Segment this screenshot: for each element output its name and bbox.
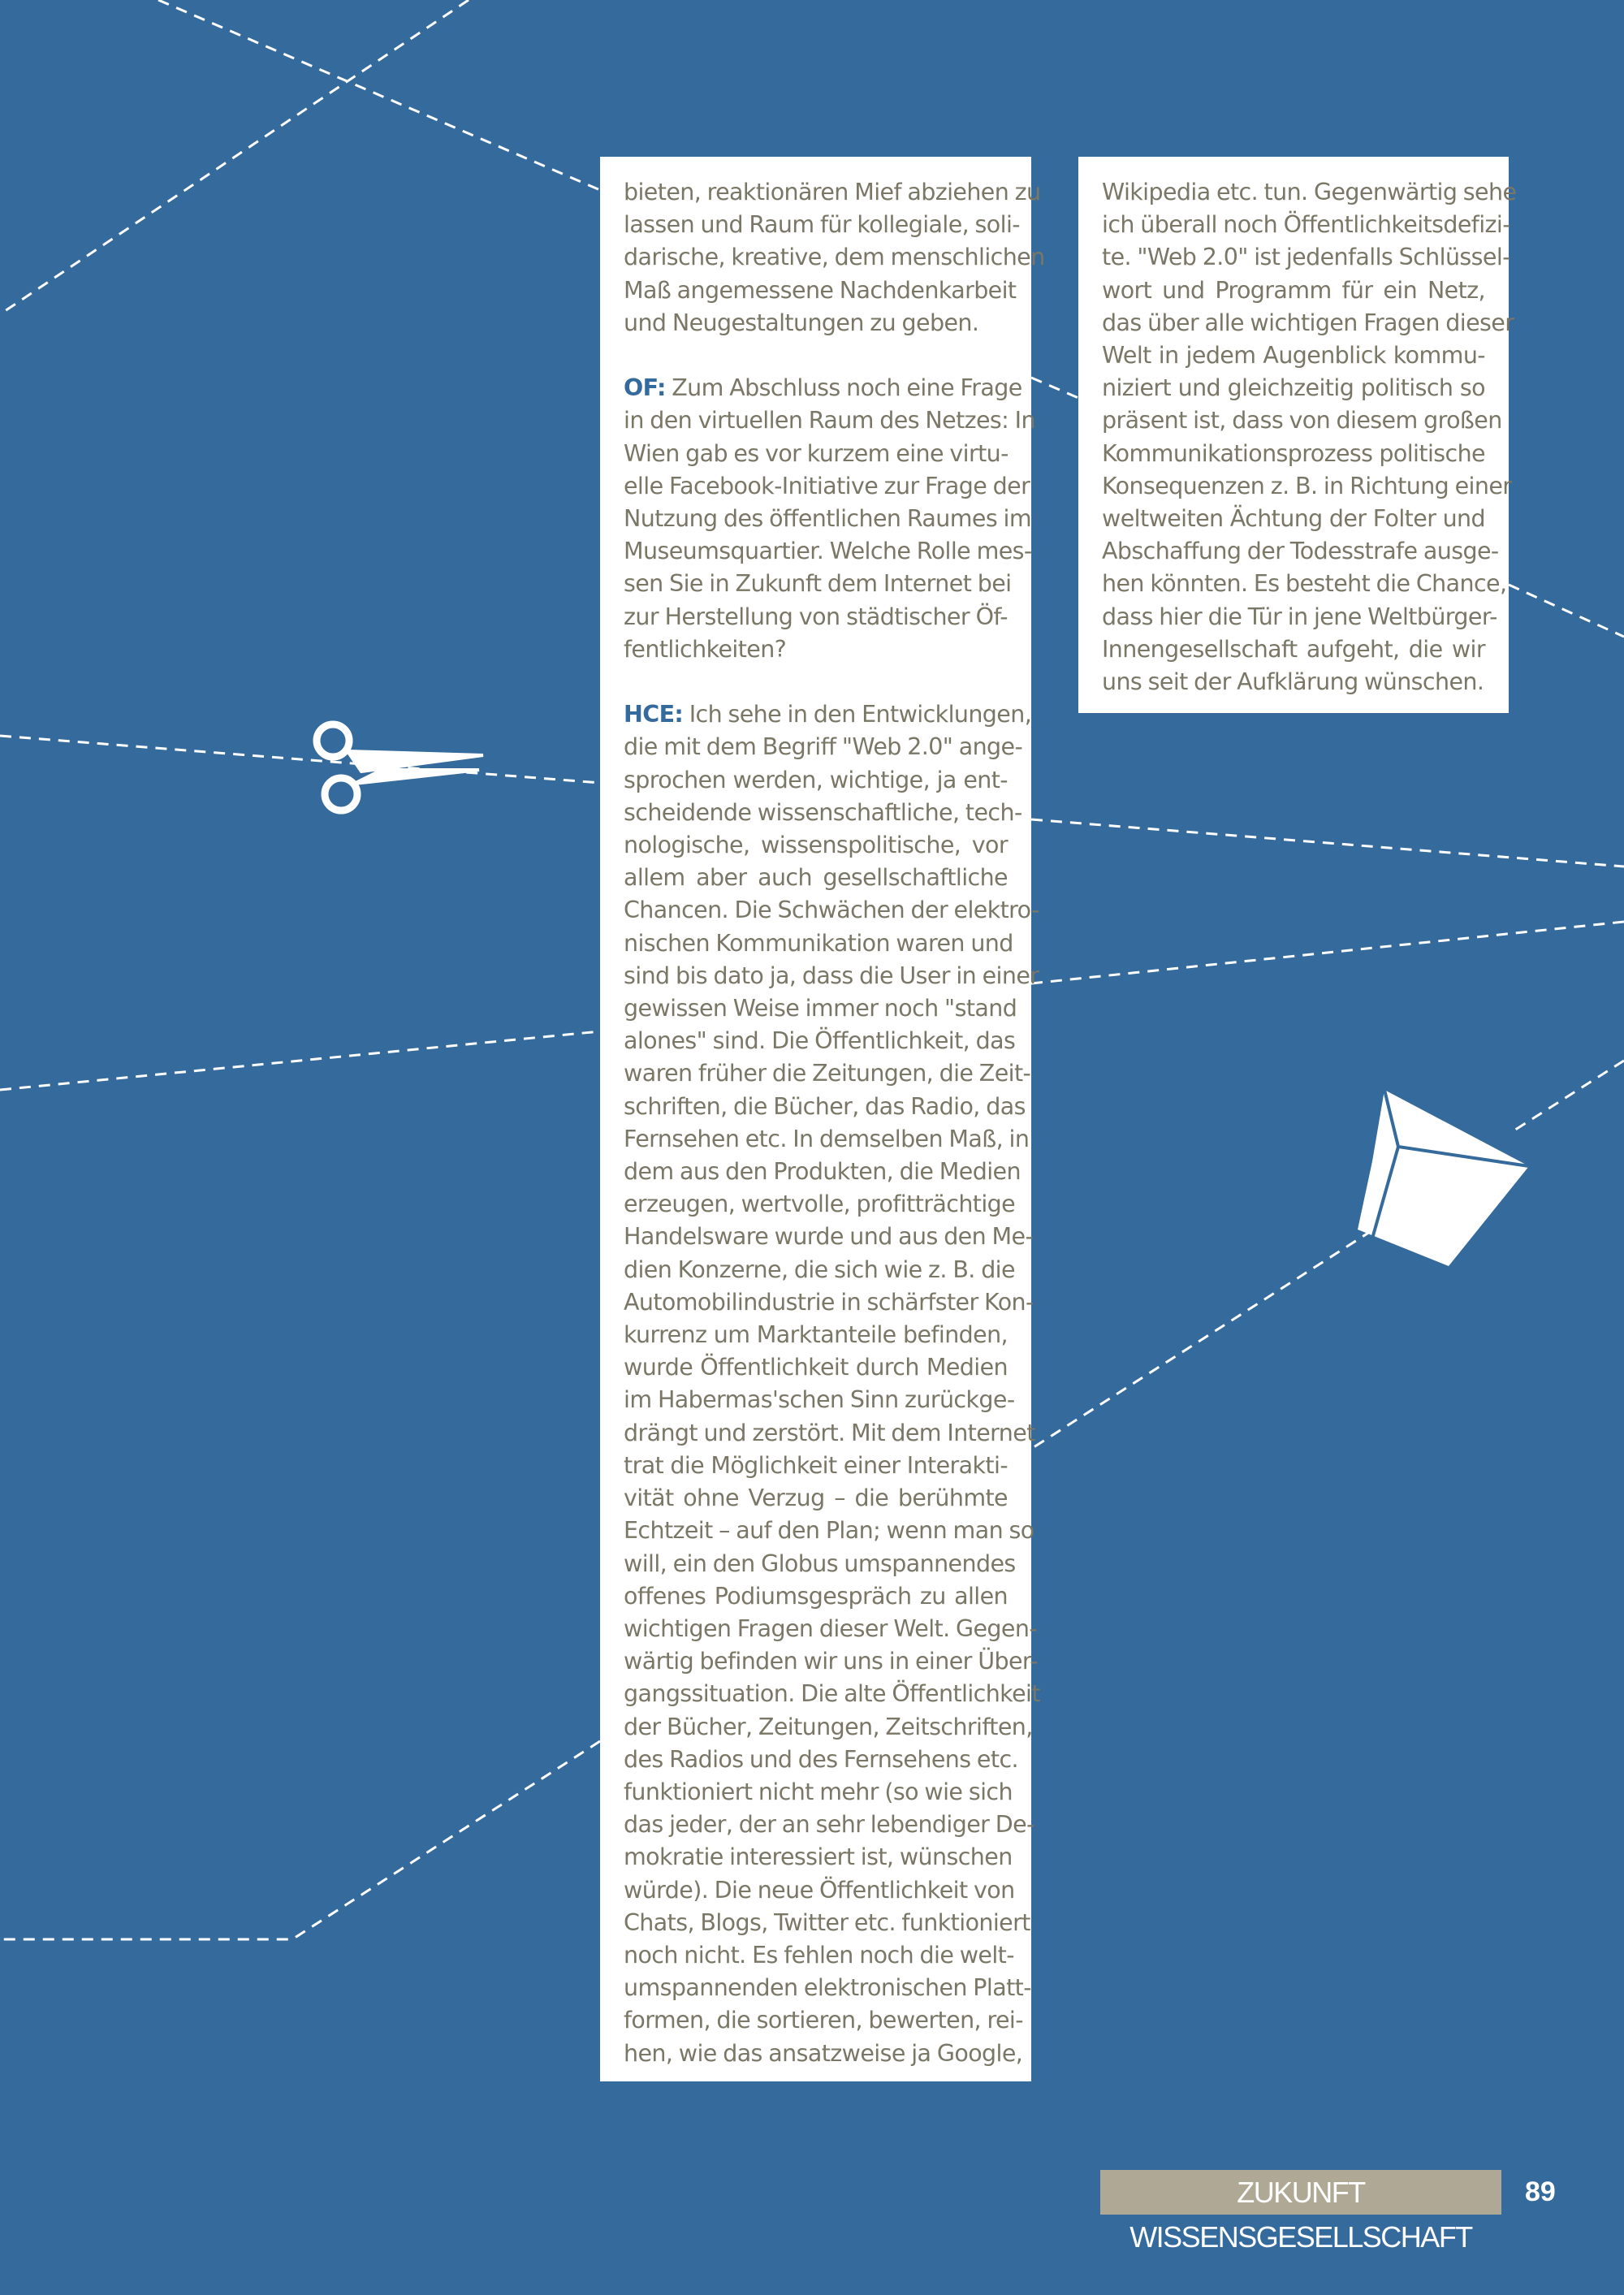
text-line: würde). Die neue Öffentlichkeit von <box>624 1876 1015 1904</box>
text-line: dien Konzerne, die sich wie z. B. die <box>624 1256 1015 1283</box>
text-line: Echtzeit – auf den Plan; wenn man so <box>624 1517 1034 1545</box>
text-line: umspannenden elektronischen Platt- <box>624 1974 1031 2002</box>
text-line: scheidende wissenschaftliche, tech- <box>624 798 1022 826</box>
text-line: präsent ist, dass von diesem großen <box>1102 407 1502 434</box>
text-line: funktioniert nicht mehr (so wie sich <box>624 1778 1013 1805</box>
text-line: dass hier die Tür in jene Weltbürger- <box>1102 603 1497 630</box>
text-line: niziert und gleichzeitig politisch so <box>1102 374 1485 402</box>
text-line: hen könnten. Es besteht die Chance, <box>1102 570 1507 598</box>
text-line: Wien gab es vor kurzem eine virtu- <box>624 439 1009 467</box>
text-line: Automobilindustrie in schärfster Kon- <box>624 1288 1034 1316</box>
section-title-tag: ZUKUNFT WISSENSGESELLSCHAFT <box>1100 2170 1501 2215</box>
text-line: uns seit der Aufklärung wünschen. <box>1102 668 1484 696</box>
text-line: die mit dem Begriff "Web 2.0" ange- <box>624 733 1023 761</box>
text-line: wichtigen Fragen dieser Welt. Gegen- <box>624 1614 1037 1642</box>
text-line: Fernsehen etc. In demselben Maß, in <box>624 1125 1030 1152</box>
text-line: bieten, reaktionären Mief abziehen zu <box>624 179 1041 205</box>
text-line: gangssituation. Die alte Öffentlichkeit <box>624 1680 1040 1708</box>
text-line: dem aus den Produkten, die Medien <box>624 1158 1021 1186</box>
text-line: te. "Web 2.0" ist jedenfalls Schlüssel- <box>1102 244 1510 271</box>
text-line: der Bücher, Zeitungen, Zeitschriften, <box>624 1713 1033 1740</box>
text-line: Abschaffung der Todesstrafe ausge- <box>1102 538 1499 565</box>
text-line: kurrenz um Marktanteile befinden, <box>624 1321 1008 1349</box>
text-line: Welt in jedem Augenblick kommu- <box>1102 342 1485 370</box>
side-text-column <box>1078 157 1517 713</box>
text-line: Handelsware wurde und aus den Me- <box>624 1223 1034 1251</box>
text-line: noch nicht. Es fehlen noch die welt- <box>624 1941 1014 1969</box>
paragraph-continuation <box>1102 176 1517 698</box>
text-line: Chancen. Die Schwächen der elektro- <box>624 897 1039 924</box>
text-line: im Habermas'schen Sinn zurückge- <box>624 1386 1015 1414</box>
text-line: wurde Öffentlichkeit durch Medien <box>624 1354 1008 1381</box>
text-line: trat die Möglichkeit einer Interakti- <box>624 1451 1008 1479</box>
text-line: Kommunikationsprozess politische <box>1102 439 1485 467</box>
text-line: nischen Kommunikation waren und <box>624 929 1013 957</box>
text-line: formen, die sortieren, bewerten, rei- <box>624 2007 1023 2034</box>
text-line: ich überall noch Öffentlichkeitsdefizi- <box>1102 211 1510 239</box>
text-line: wort und Programm für ein Netz, <box>1102 276 1485 304</box>
text-line: fentlichkeiten? <box>624 635 787 663</box>
text-line <box>624 372 1022 404</box>
text-line: das über alle wichtigen Fragen dieser <box>1102 309 1514 336</box>
text-line: gewissen Weise immer noch "stand <box>624 995 1017 1022</box>
text-line: das jeder, der an sehr lebendiger De- <box>624 1811 1034 1839</box>
text-line: schriften, die Bücher, das Radio, das <box>624 1092 1026 1120</box>
text-line: Wikipedia etc. tun. Gegenwärtig sehe <box>1102 179 1517 205</box>
text-line: mokratie interessiert ist, wünschen <box>624 1843 1013 1871</box>
text-line: sen Sie in Zukunft dem Internet bei <box>624 570 1012 598</box>
text-line: alones" sind. Die Öffentlichkeit, das <box>624 1027 1016 1055</box>
text-line: und Neugestaltungen zu geben. <box>624 309 979 336</box>
text-line: will, ein den Globus umspannendes <box>624 1549 1016 1577</box>
text-line: Maß angemessene Nachdenkarbeit <box>624 276 1017 304</box>
main-text-column <box>600 157 1045 2081</box>
text-line: Innengesellschaft aufgeht, die wir <box>1102 635 1485 663</box>
text-line: Chats, Blogs, Twitter etc. funktioniert <box>624 1908 1030 1936</box>
text-line <box>624 698 1032 731</box>
text-line: lassen und Raum für kollegiale, soli- <box>624 211 1020 239</box>
text-line: darische, kreative, dem menschlichen <box>624 244 1045 271</box>
text-line: nologische, wissenspolitische, vor <box>624 832 1008 859</box>
text-line: offenes Podiumsgespräch zu allen <box>624 1582 1008 1610</box>
text-line: wärtig befinden wir uns in einer Über- <box>624 1648 1038 1675</box>
text-line: drängt und zerstört. Mit dem Internet <box>624 1419 1035 1446</box>
text-line: des Radios und des Fernsehens etc. <box>624 1745 1018 1773</box>
text-line: sprochen werden, wichtige, ja ent- <box>624 766 1008 793</box>
speaker-label-hce: HCE: <box>624 701 684 728</box>
text-line: allem aber auch gesellschaftliche <box>624 864 1008 892</box>
cube-icon <box>1358 1090 1529 1266</box>
text-line: vität ohne Verzug – die berühmte <box>624 1485 1008 1512</box>
text-line: weltweiten Ächtung der Folter und <box>1102 505 1485 533</box>
text-line: elle Facebook-Initiative zur Frage der <box>624 472 1030 499</box>
page-number: 89 <box>1525 2176 1556 2207</box>
text-line-content: Zum Abschluss noch eine Frage <box>665 374 1022 402</box>
text-line: sind bis dato ja, dass die User in einer <box>624 962 1039 989</box>
text-line: zur Herstellung von städtischer Öf- <box>624 603 1008 630</box>
text-line: Museumsquartier. Welche Rolle mes- <box>624 538 1032 565</box>
text-line: in den virtuellen Raum des Netzes: In <box>624 407 1035 434</box>
paragraph-question-of <box>624 372 1035 666</box>
scissors-icon <box>317 724 483 810</box>
paragraph-answer-end <box>624 176 1045 339</box>
paragraph-answer-hce <box>624 698 1040 2070</box>
text-line: erzeugen, wertvolle, profitträchtige <box>624 1191 1016 1218</box>
text-line: Nutzung des öffentlichen Raumes im <box>624 505 1032 533</box>
text-line-content: Ich sehe in den Entwicklungen, <box>683 701 1032 728</box>
speaker-label-of: OF: <box>624 374 666 402</box>
text-line: Konsequenzen z. B. in Richtung einer <box>1102 472 1512 499</box>
text-line: waren früher die Zeitungen, die Zeit- <box>624 1060 1031 1087</box>
text-line: hen, wie das ansatzweise ja Google, <box>624 2039 1023 2067</box>
